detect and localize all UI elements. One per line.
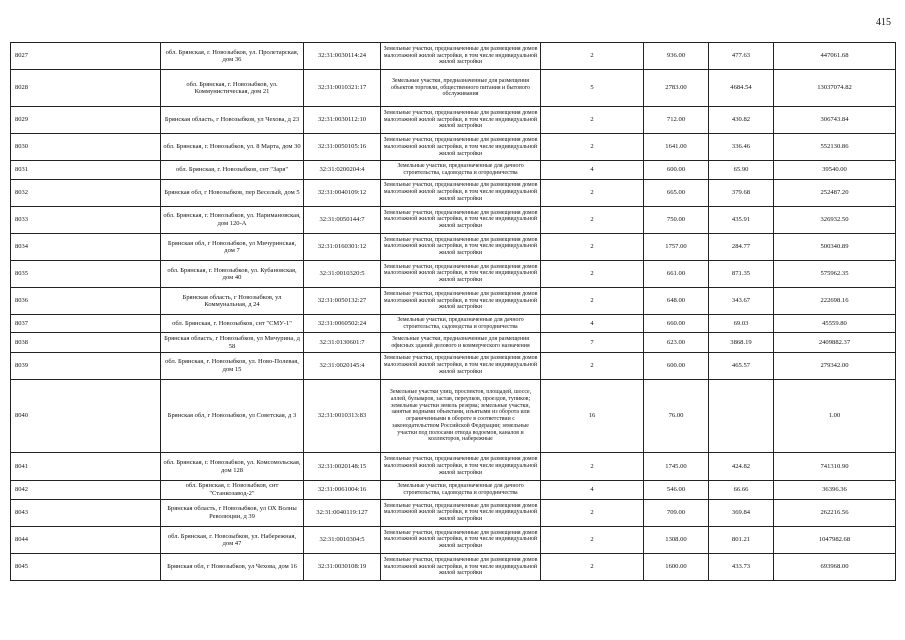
cadastral-number-cell: 32:31:0160301:12 — [304, 233, 381, 260]
row-number: 8036 — [11, 287, 161, 314]
page-number: 415 — [876, 17, 891, 28]
specific-value-cell: 477.63 — [709, 43, 774, 70]
use-group-cell: 2 — [541, 134, 644, 161]
specific-value-cell: 435.91 — [709, 206, 774, 233]
cadastral-number-cell: 32:31:0130601:7 — [304, 333, 381, 352]
land-use-cell: Земельные участки, предназначенные для размещения офисных зданий делового и коммерческого назначения — [381, 333, 541, 352]
cadastral-value-cell: 306743.84 — [774, 107, 896, 134]
use-group-cell: 2 — [541, 287, 644, 314]
use-group-cell: 5 — [541, 70, 644, 107]
address-cell: Брянская обл, г Новозыбков, ул Мичуринская, дом 7 — [161, 233, 304, 260]
cadastral-number-cell: 32:31:0030114:24 — [304, 43, 381, 70]
cadastral-number-cell: 32:31:0030112:10 — [304, 107, 381, 134]
specific-value-cell: 369.84 — [709, 499, 774, 526]
address-cell: обл. Брянская, г. Новозыбков, ул. Наримановская, дом 120-А — [161, 206, 304, 233]
row-number: 8027 — [11, 43, 161, 70]
area-cell: 1308.00 — [644, 526, 709, 553]
table-row — [11, 499, 896, 526]
specific-value-cell: 343.67 — [709, 287, 774, 314]
table-row — [11, 107, 896, 134]
table-row — [11, 526, 896, 553]
use-group-cell: 7 — [541, 333, 644, 352]
use-group-cell: 2 — [541, 107, 644, 134]
row-number: 8038 — [11, 333, 161, 352]
land-use-cell: Земельные участки, предназначенные для размещения домов малоэтажной жилой застройки, в том числе индивидуальной жилой застройки — [381, 43, 541, 70]
specific-value-cell: 3868.19 — [709, 333, 774, 352]
land-use-cell: Земельные участки, предназначенные для размещения домов малоэтажной жилой застройки, в том числе индивидуальной жилой застройки — [381, 260, 541, 287]
cadastral-value-cell: 575962.35 — [774, 260, 896, 287]
table-row — [11, 333, 896, 352]
area-cell: 665.00 — [644, 179, 709, 206]
address-cell: Брянская обл, г Новозыбков, ул Чехова, дом 16 — [161, 553, 304, 580]
table-row — [11, 480, 896, 499]
address-cell: Брянская область, г Новозыбков, ул Чехова, д 23 — [161, 107, 304, 134]
cadastral-value-cell: 222698.16 — [774, 287, 896, 314]
area-cell: 1641.00 — [644, 134, 709, 161]
specific-value-cell: 871.35 — [709, 260, 774, 287]
row-number: 8033 — [11, 206, 161, 233]
cadastral-number-cell: 32:31:0020145:4 — [304, 352, 381, 379]
address-cell: Брянская область, г Новозыбков, ул Мичурина, д 58 — [161, 333, 304, 352]
row-number: 8035 — [11, 260, 161, 287]
cadastral-number-cell: 32:31:0060502:24 — [304, 315, 381, 333]
land-use-cell: Земельные участки, предназначенные для дачного строительства, садоводства и огородничества — [381, 315, 541, 333]
area-cell: 600.00 — [644, 352, 709, 379]
specific-value-cell: 465.57 — [709, 352, 774, 379]
row-number: 8043 — [11, 499, 161, 526]
land-use-cell: Земельные участки, предназначенные для размещения объектов торговли, общественного питания и бытового обслуживания — [381, 70, 541, 107]
specific-value-cell: 433.73 — [709, 553, 774, 580]
cadastral-number-cell: 32:31:0010321:17 — [304, 70, 381, 107]
row-number: 8041 — [11, 453, 161, 480]
land-use-cell: Земельные участки, предназначенные для размещения домов малоэтажной жилой застройки, в том числе индивидуальной жилой застройки — [381, 287, 541, 314]
land-use-cell: Земельные участки, предназначенные для размещения домов малоэтажной жилой застройки, в том числе индивидуальной жилой застройки — [381, 107, 541, 134]
table-row — [11, 43, 896, 70]
cadastral-value-cell: 252487.20 — [774, 179, 896, 206]
address-cell: обл. Брянская, г. Новозыбков, ул. 8 Марта, дом 30 — [161, 134, 304, 161]
use-group-cell: 2 — [541, 260, 644, 287]
cadastral-value-cell: 552130.86 — [774, 134, 896, 161]
cadastral-number-cell: 32:31:0010313:83 — [304, 379, 381, 453]
cadastral-value-cell: 262216.56 — [774, 499, 896, 526]
specific-value-cell: 65.90 — [709, 161, 774, 179]
cadastral-value-cell: 45559.80 — [774, 315, 896, 333]
specific-value-cell — [709, 379, 774, 453]
land-use-cell: Земельные участки, предназначенные для размещения домов малоэтажной жилой застройки, в том числе индивидуальной жилой застройки — [381, 233, 541, 260]
use-group-cell: 2 — [541, 526, 644, 553]
cadastral-value-cell: 500340.89 — [774, 233, 896, 260]
table-row — [11, 379, 896, 453]
area-cell: 2783.00 — [644, 70, 709, 107]
cadastral-value-cell: 1.00 — [774, 379, 896, 453]
address-cell: обл. Брянская, г. Новозыбков, ул. Ново-Полевая, дом 15 — [161, 352, 304, 379]
row-number: 8044 — [11, 526, 161, 553]
row-number: 8042 — [11, 480, 161, 499]
cadastral-value-cell: 13037074.82 — [774, 70, 896, 107]
use-group-cell: 2 — [541, 43, 644, 70]
land-use-cell: Земельные участки, предназначенные для размещения домов малоэтажной жилой застройки, в том числе индивидуальной жилой застройки — [381, 179, 541, 206]
use-group-cell: 16 — [541, 379, 644, 453]
use-group-cell: 2 — [541, 499, 644, 526]
specific-value-cell: 801.21 — [709, 526, 774, 553]
table-row — [11, 352, 896, 379]
row-number: 8030 — [11, 134, 161, 161]
table-row — [11, 287, 896, 314]
cadastral-number-cell: 32:31:0040119:127 — [304, 499, 381, 526]
address-cell: обл. Брянская, г. Новозыбков, ул. Комсомольская, дом 128 — [161, 453, 304, 480]
cadastral-number-cell: 32:31:0040109:12 — [304, 179, 381, 206]
cadastral-number-cell: 32:31:0020148:15 — [304, 453, 381, 480]
use-group-cell: 2 — [541, 352, 644, 379]
area-cell: 661.00 — [644, 260, 709, 287]
area-cell: 709.00 — [644, 499, 709, 526]
cadastral-value-cell: 326932.50 — [774, 206, 896, 233]
cadastral-number-cell: 32:31:0050132:27 — [304, 287, 381, 314]
cadastral-value-cell: 1047982.68 — [774, 526, 896, 553]
table-row — [11, 553, 896, 580]
land-use-cell: Земельные участки, предназначенные для размещения домов малоэтажной жилой застройки, в том числе индивидуальной жилой застройки — [381, 453, 541, 480]
land-use-cell: Земельные участки, предназначенные для размещения домов малоэтажной жилой застройки, в том числе индивидуальной жилой застройки — [381, 134, 541, 161]
table-row — [11, 134, 896, 161]
area-cell: 1757.00 — [644, 233, 709, 260]
table-row — [11, 70, 896, 107]
cadastral-number-cell: 32:31:0010320:5 — [304, 260, 381, 287]
row-number: 8039 — [11, 352, 161, 379]
cadastral-value-cell: 36396.36 — [774, 480, 896, 499]
use-group-cell: 2 — [541, 233, 644, 260]
cadastral-number-cell: 32:31:0030108:19 — [304, 553, 381, 580]
specific-value-cell: 424.82 — [709, 453, 774, 480]
use-group-cell: 4 — [541, 161, 644, 179]
address-cell: обл. Брянская, г. Новозыбков, снт "Станкозавод-2" — [161, 480, 304, 499]
row-number: 8045 — [11, 553, 161, 580]
cadastral-number-cell: 32:31:0050105:16 — [304, 134, 381, 161]
specific-value-cell: 69.03 — [709, 315, 774, 333]
cadastral-value-cell: 693968.00 — [774, 553, 896, 580]
address-cell: обл. Брянская, г. Новозыбков, снт "Заря" — [161, 161, 304, 179]
table-row — [11, 233, 896, 260]
cadastral-value-cell: 741310.90 — [774, 453, 896, 480]
cadastral-number-cell: 32:31:0050144:7 — [304, 206, 381, 233]
land-use-cell: Земельные участки, предназначенные для дачного строительства, садоводства и огородничества — [381, 480, 541, 499]
address-cell: Брянская обл, г Новозыбков, пер Веселый, дом 5 — [161, 179, 304, 206]
cadastral-number-cell: 32:31:0010304:5 — [304, 526, 381, 553]
table-row — [11, 315, 896, 333]
area-cell: 712.00 — [644, 107, 709, 134]
cadastral-value-table — [10, 42, 895, 581]
area-cell: 660.00 — [644, 315, 709, 333]
table-row — [11, 453, 896, 480]
cadastral-value-cell: 39540.00 — [774, 161, 896, 179]
land-use-cell: Земельные участки, предназначенные для размещения домов малоэтажной жилой застройки, в том числе индивидуальной жилой застройки — [381, 352, 541, 379]
row-number: 8032 — [11, 179, 161, 206]
specific-value-cell: 379.68 — [709, 179, 774, 206]
address-cell: Брянская область, г Новозыбков, ул ОХ Волны Революции, д 39 — [161, 499, 304, 526]
area-cell: 600.00 — [644, 161, 709, 179]
specific-value-cell: 284.77 — [709, 233, 774, 260]
area-cell: 1745.00 — [644, 453, 709, 480]
cadastral-number-cell: 32:31:0200204:4 — [304, 161, 381, 179]
row-number: 8037 — [11, 315, 161, 333]
row-number: 8031 — [11, 161, 161, 179]
land-use-cell: Земельные участки, предназначенные для дачного строительства, садоводства и огородничества — [381, 161, 541, 179]
use-group-cell: 4 — [541, 315, 644, 333]
area-cell: 1600.00 — [644, 553, 709, 580]
address-cell: Брянская обл, г Новозыбков, ул Советская, д 3 — [161, 379, 304, 453]
use-group-cell: 2 — [541, 453, 644, 480]
address-cell: Брянская область, г Новозыбков, ул Коммунальная, д 24 — [161, 287, 304, 314]
area-cell: 648.00 — [644, 287, 709, 314]
land-use-cell: Земельные участки, предназначенные для размещения домов малоэтажной жилой застройки, в том числе индивидуальной жилой застройки — [381, 526, 541, 553]
land-use-cell: Земельные участки, предназначенные для размещения домов малоэтажной жилой застройки, в том числе индивидуальной жилой застройки — [381, 499, 541, 526]
row-number: 8028 — [11, 70, 161, 107]
table-row — [11, 179, 896, 206]
specific-value-cell: 4684.54 — [709, 70, 774, 107]
specific-value-cell: 66.66 — [709, 480, 774, 499]
land-use-cell: Земельные участки, предназначенные для размещения домов малоэтажной жилой застройки, в том числе индивидуальной жилой застройки — [381, 553, 541, 580]
row-number: 8029 — [11, 107, 161, 134]
specific-value-cell: 336.46 — [709, 134, 774, 161]
land-use-cell: Земельные участки, предназначенные для размещения домов малоэтажной жилой застройки, в том числе индивидуальной жилой застройки — [381, 206, 541, 233]
use-group-cell: 2 — [541, 179, 644, 206]
cadastral-number-cell: 32:31:0061004:16 — [304, 480, 381, 499]
area-cell: 750.00 — [644, 206, 709, 233]
table-row — [11, 260, 896, 287]
row-number: 8040 — [11, 379, 161, 453]
cadastral-value-cell: 2409882.37 — [774, 333, 896, 352]
land-use-cell: Земельные участки улиц, проспектов, площадей, шоссе, аллей, бульваров, застав, переулков, проездов, тупиков; земельные участки земель резерва; земельные участки, занятые водными объектами, изъятыми из оборота или ограниченными в обороте в соответствии с законодательством Российской Федерации; земельные участки под полосами отвода водоемов, каналов и коллекторов, набережные — [381, 379, 541, 453]
specific-value-cell: 430.82 — [709, 107, 774, 134]
address-cell: обл. Брянская, г. Новозыбков, снт "СМУ-1" — [161, 315, 304, 333]
use-group-cell: 2 — [541, 206, 644, 233]
area-cell: 936.00 — [644, 43, 709, 70]
table-row — [11, 206, 896, 233]
address-cell: обл. Брянская, г. Новозыбков, ул. Набережная, дом 47 — [161, 526, 304, 553]
row-number: 8034 — [11, 233, 161, 260]
address-cell: обл. Брянская, г. Новозыбков, ул. Кубановская, дом 40 — [161, 260, 304, 287]
cadastral-value-cell: 279342.00 — [774, 352, 896, 379]
use-group-cell: 2 — [541, 553, 644, 580]
use-group-cell: 4 — [541, 480, 644, 499]
area-cell: 623.00 — [644, 333, 709, 352]
area-cell: 76.00 — [644, 379, 709, 453]
address-cell: обл. Брянская, г. Новозыбков, ул. Пролетарская, дом 36 — [161, 43, 304, 70]
cadastral-value-cell: 447061.68 — [774, 43, 896, 70]
table-row — [11, 161, 896, 179]
area-cell: 546.00 — [644, 480, 709, 499]
address-cell: обл. Брянская, г. Новозыбков, ул. Коммунистическая, дом 21 — [161, 70, 304, 107]
